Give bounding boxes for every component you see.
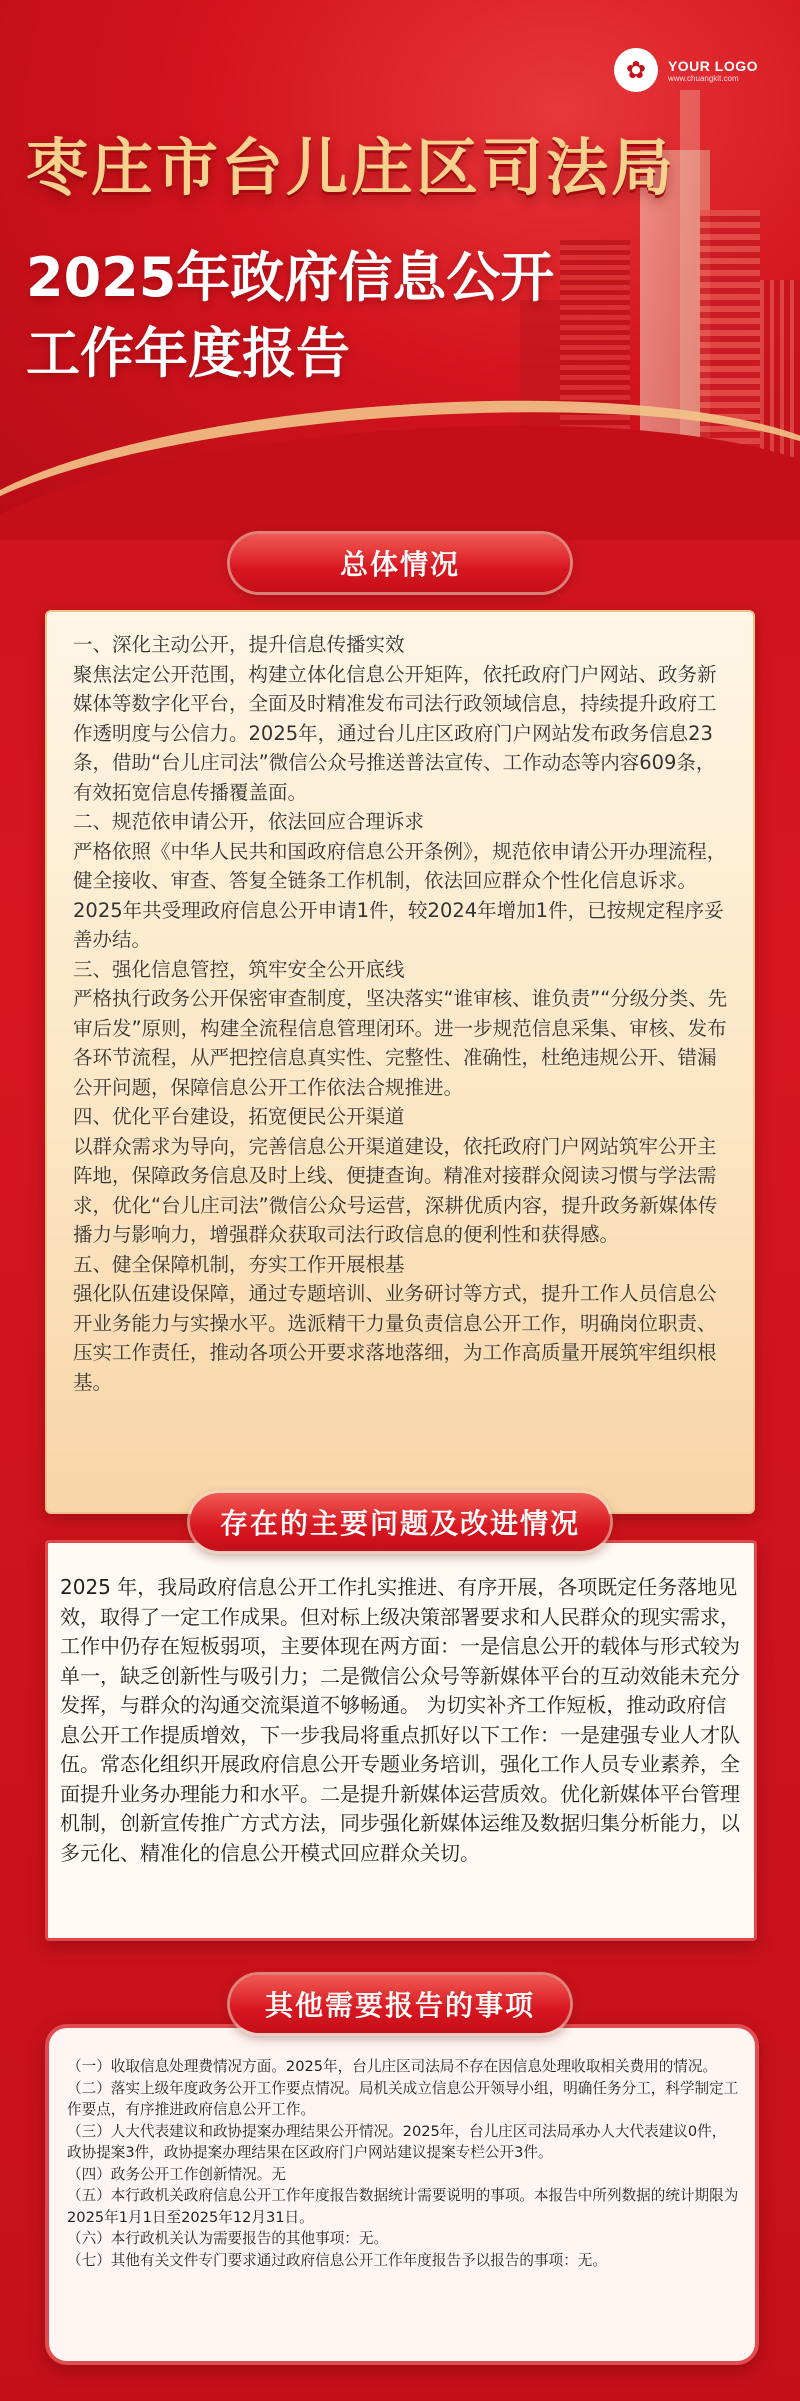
problems-panel — [45, 1540, 757, 1941]
section-title-problems: 存在的主要问题及改进情况 — [190, 1493, 610, 1551]
other-matters-list — [67, 2056, 739, 2271]
overview-heading-1: 一、深化主动公开，提升信息传播实效 — [73, 633, 405, 656]
overview-paragraph-2: 严格依照《中华人民共和国政府信息公开条例》，规范依申请公开办理流程，健全接收、审查、答复全链条工作机制，依法回应群众个性化信息诉求。2025年共受理政府信息公开申请1件，较2024年增加1件，已按规定程序妥善办结。 — [73, 839, 727, 951]
overview-heading-5: 五、健全保障机制，夯实工作开展根基 — [73, 1252, 405, 1276]
report-title-line1: 2025年政府信息公开 — [26, 246, 555, 309]
report-title-line2: 工作年度报告 — [26, 322, 350, 385]
hero-banner — [0, 0, 800, 540]
logo — [614, 48, 758, 92]
section-title-other: 其他需要报告的事项 — [230, 1975, 570, 2033]
other-item: （二）落实上级年度政务公开工作要点情况。局机关成立信息公开领导小组，明确任务分工，科学制定工作要点，有序推进政府信息公开工作。 — [67, 2079, 739, 2118]
other-matters-panel — [45, 2024, 759, 2365]
other-item: （三）人大代表建议和政协提案办理结果公开情况。2025年，台儿庄区司法局承办人大代表建议0件，政协提案3件，政协提案办理结果在区政府门户网站建议提案专栏公开3件。 — [67, 2122, 727, 2161]
other-item: （六）本行政机关认为需要报告的其他事项：无。 — [67, 2230, 389, 2247]
overview-heading-4: 四、优化平台建设，拓宽便民公开渠道 — [73, 1105, 405, 1128]
logo-text: YOUR LOGO — [667, 57, 758, 74]
other-item: （五）本行政机关政府信息公开工作年度报告数据统计需要说明的事项。本报告中所列数据的统计期限为2025年1月1日至2025年12月31日。 — [67, 2187, 739, 2226]
overview-paragraph-4: 以群众需求为导向，完善信息公开渠道建设，依托政府门户网站筑牢公开主阵地，保障政务信息及时上线、便捷查询。精准对接群众阅读习惯与学法需求，优化“台儿庄司法”微信公众号运营，深耕优质内容，提升政务新媒体传播力与影响力，增强群众获取司法行政信息的便利性和获得感。 — [73, 1134, 718, 1246]
section-title-overview: 总体情况 — [230, 534, 570, 592]
other-item: （七）其他有关文件专门要求通过政府信息公开工作年度报告予以报告的事项：无。 — [67, 2251, 607, 2269]
logo-icon: ✿ — [614, 48, 658, 92]
overview-paragraph-1: 聚焦法定公开范围，构建立体化信息公开矩阵，依托政府门户网站、政务新媒体等数字化平台，全面及时精准发布司法行政领域信息，持续提升政府工作透明度与公信力。2025年，通过台儿庄区政府门户网站发布政务信息23条，借助“台儿庄司法”微信公众号推送普法宣传、工作动态等内容609条，有效拓宽信息传播覆盖面。 — [73, 662, 717, 804]
overview-heading-3: 三、强化信息管控，筑牢安全公开底线 — [73, 957, 405, 981]
report-title — [26, 240, 646, 392]
overview-paragraph-3: 严格执行政务公开保密审查制度，坚决落实“谁审核、谁负责”“分级分类、先审后发”原则，构建全流程信息管理闭环。进一步规范信息采集、审核、发布各环节流程，从严把控信息真实性、完整性、准确性，杜绝违规公开、错漏公开问题，保障信息公开工作依法合规推进。 — [73, 987, 728, 1099]
overview-heading-2: 二、规范依申请公开，依法回应合理诉求 — [73, 810, 425, 833]
other-item: （四）政务公开工作创新情况。无 — [67, 2165, 286, 2183]
organization-title: 枣庄市台儿庄区司法局 — [26, 131, 677, 204]
problems-text: 2025 年，我局政府信息公开工作扎实推进、有序开展，各项既定任务落地见效，取得了一定工作成果。但对标上级决策部署要求和人民群众的现实需求，工作中仍存在短板弱项，主要体现在两方面：一是信息公开的载体与形式较为单一，缺乏创新性与吸引力；二是微信公众号等新媒体平台的互动效能未充分发挥，与群众的沟通交流渠道不够畅通。 为切实补齐工作短板，推动政府信息公开工作提质增效，下一步我局将重点抓好以下工作：一是建强专业人才队伍。常态化组织开展政府信息公开专题业务培训，强化工作人员专业素养，全面提升业务办理能力和水平。二是提升新媒体运营质效。优化新媒体平台管理机制，创新宣传推广方式方法，同步强化新媒体运维及数据归集分析能力，以多元化、精准化的信息公开模式回应群众关切。 — [60, 1575, 740, 1865]
overview-paragraph-5: 强化队伍建设保障，通过专题培训、业务研讨等方式，提升工作人员信息公开业务能力与实操水平。选派精干力量负责信息公开工作，明确岗位职责、压实工作责任，推动各项公开要求落地落细，为工作高质量开展筑牢组织根基。 — [73, 1282, 717, 1394]
logo-subtext: www.chuangkit.com — [667, 73, 739, 83]
other-item: （一）收取信息处理费情况方面。2025年，台儿庄区司法局不存在因信息处理收取相关费用的情况。 — [67, 2058, 718, 2075]
overview-panel — [45, 610, 755, 1514]
overview-text — [73, 630, 733, 1397]
